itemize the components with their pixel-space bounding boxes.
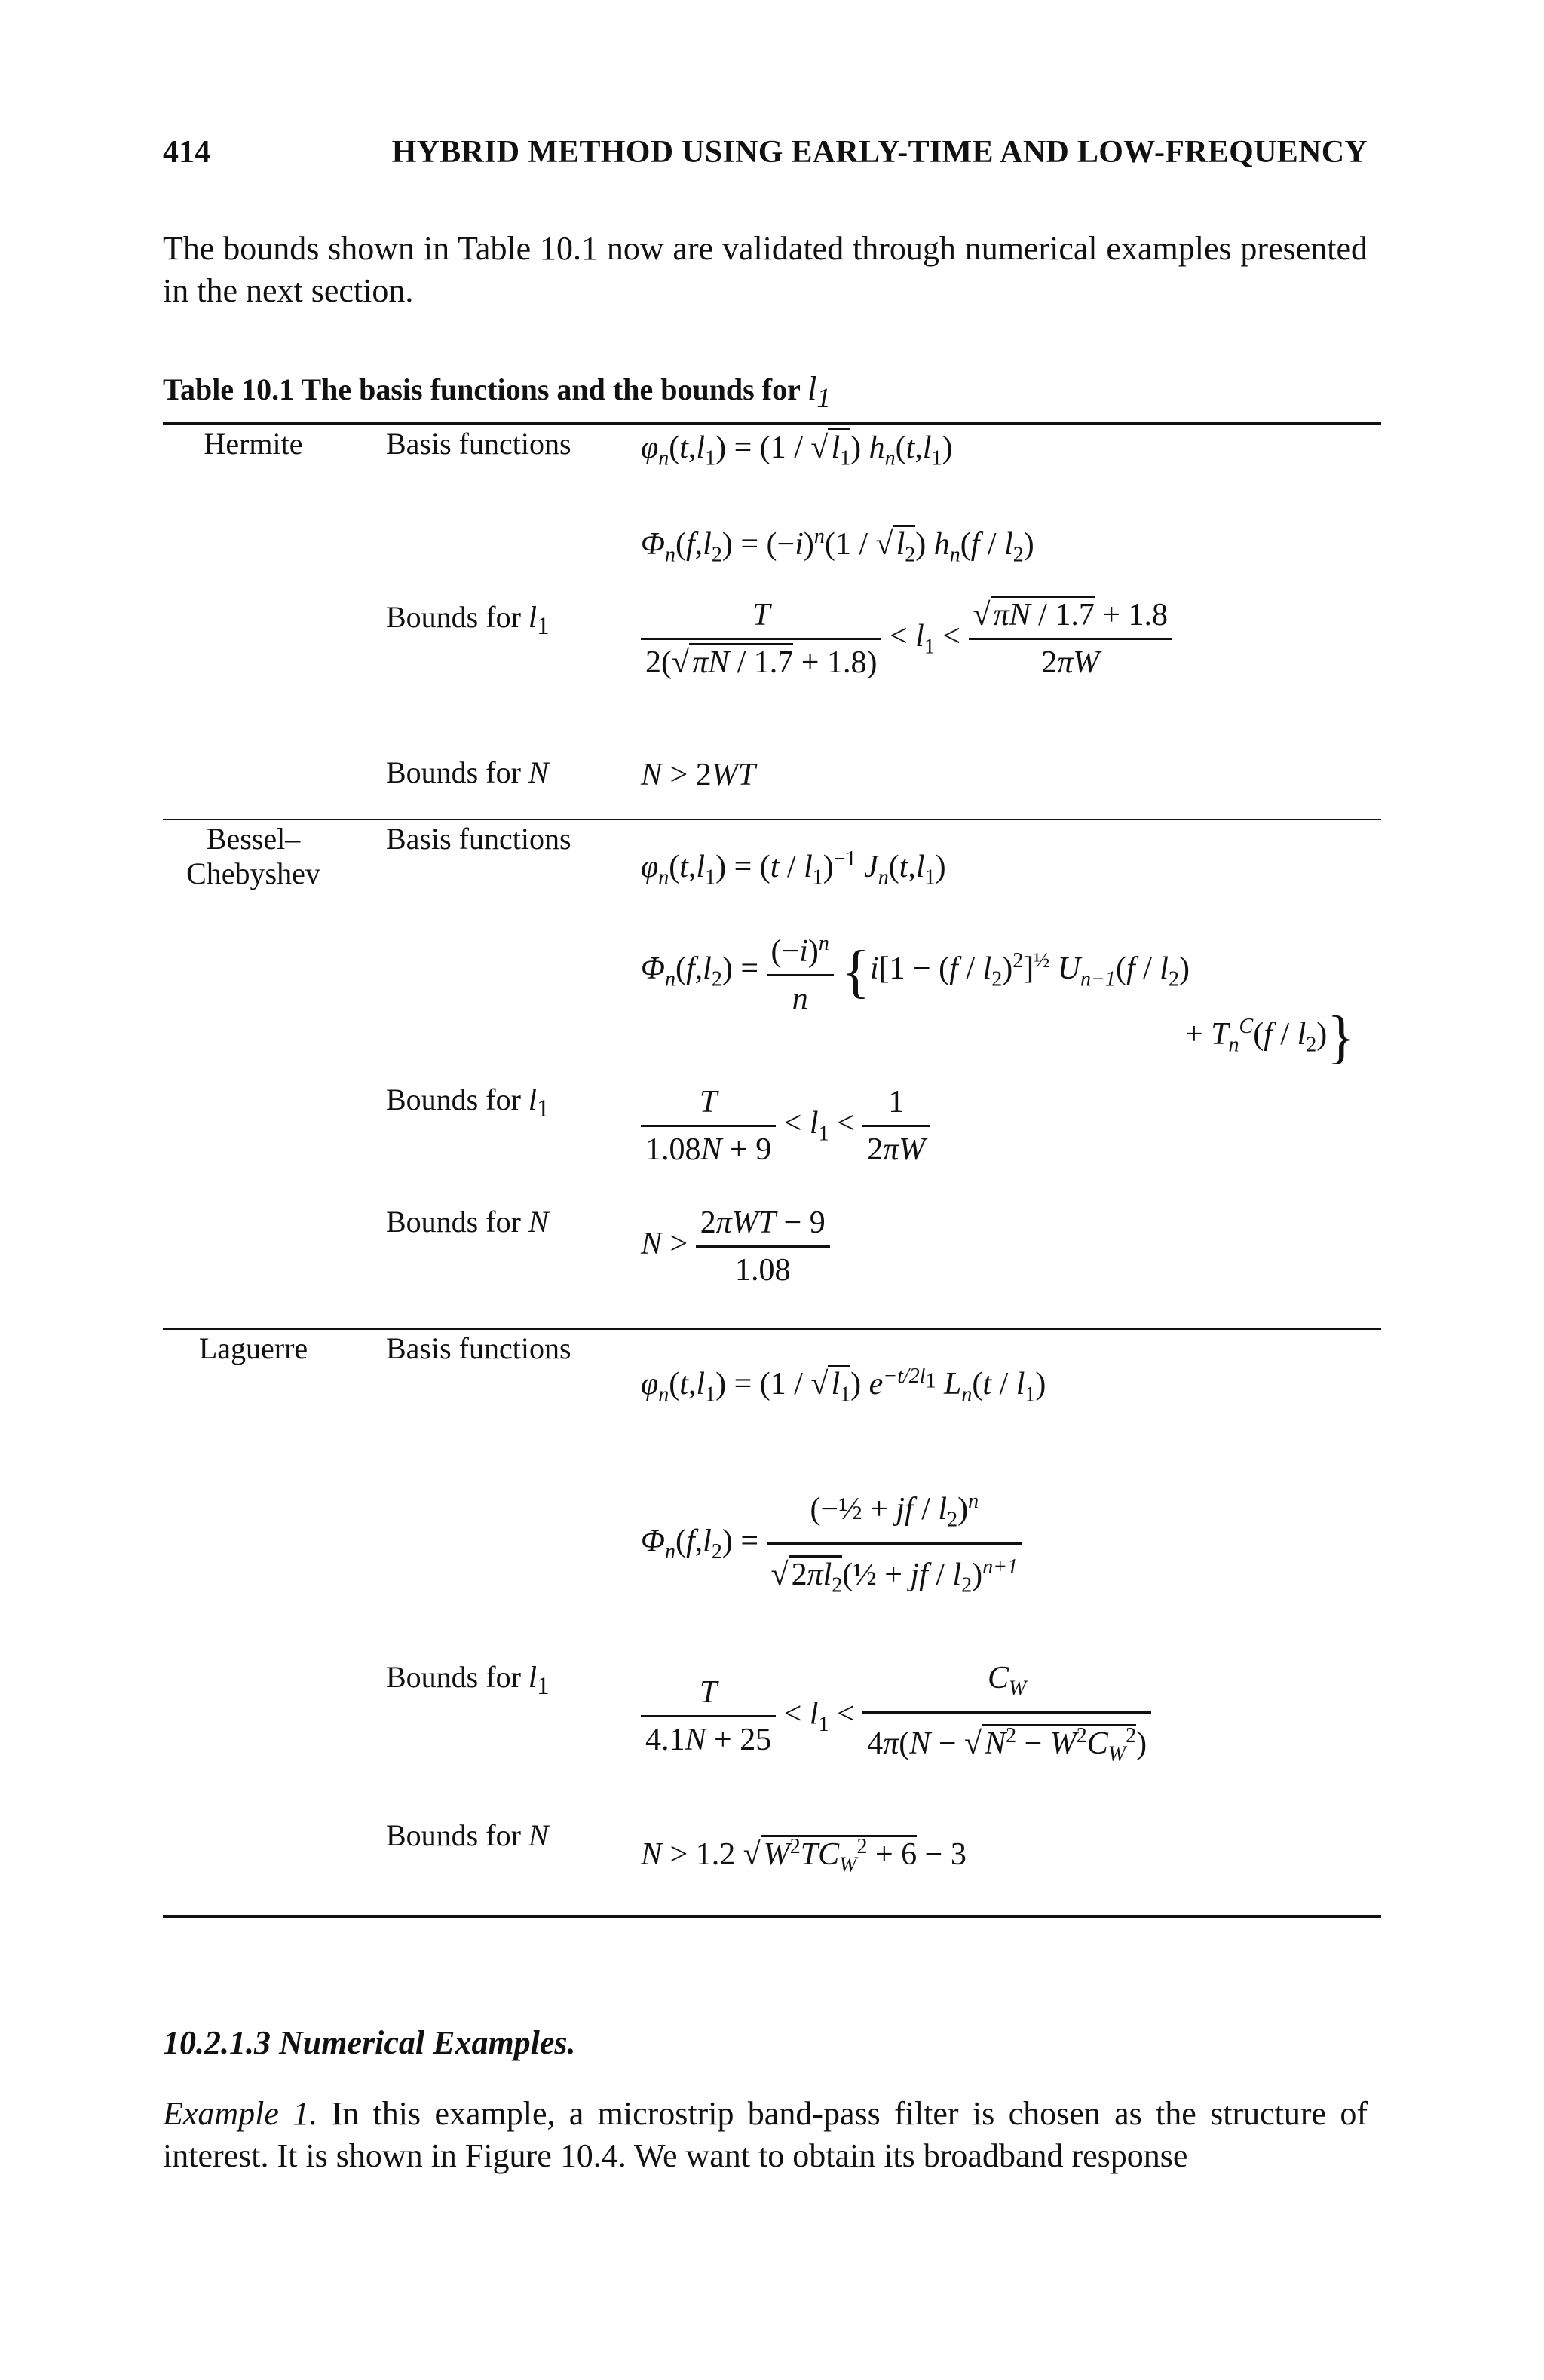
table-caption-text: Table 10.1 The basis functions and the bounds for bbox=[163, 372, 801, 406]
hermite-l1-bounds-formula: $\frac{T}{2(√\pi N / 1.7 + 1.8)}$ < $l_1$ < $\frac{√\pi N / 1.7 + 1.8}{2\pi W}$ bbox=[641, 596, 1172, 682]
family-bessel-chebyshev: Bessel– Chebyshev bbox=[186, 822, 320, 890]
laguerre-n-bounds-formula: N > 1.2 $√W^2TC_W^2 + 6 - 3$ bbox=[641, 1835, 967, 1877]
hermite-bounds-n-label: Bounds for N bbox=[386, 755, 549, 789]
running-head bbox=[163, 134, 1368, 176]
family-laguerre: Laguerre bbox=[198, 1331, 308, 1365]
table-caption bbox=[163, 369, 831, 414]
family-hermite: Hermite bbox=[204, 427, 303, 461]
bessel-phi-formula: $\varphi_n(t,l_1) = (t / l_1)^{-1}$ $J_n(t,l_1)$ bbox=[641, 847, 946, 890]
bessel-Phi-formula: $\Phi_n(f,l_2)$ = $\frac{(-i)^n}{n}$ {$i[1 - (f / l_2)^2]^{\frac{1}{2}}$ $U_{n-1}(f / l_2)$ bbox=[641, 924, 1190, 1018]
page-number: 414 bbox=[163, 135, 210, 170]
hermite-phi-formula: $\varphi_n(t,l_1) = (1 / √l_1)$ $h_n(t,l_1)$ bbox=[641, 428, 953, 478]
section-heading: 10.2.1.3 Numerical Examples. bbox=[163, 2024, 576, 2061]
table-divider-1 bbox=[163, 819, 1381, 820]
bessel-Phi-formula-cont: + $T_n^C(f / l_2)$} bbox=[1185, 1003, 1356, 1070]
chapter-title: HYBRID METHOD USING EARLY-TIME AND LOW-FREQUENCY bbox=[391, 135, 1368, 170]
hermite-Phi-formula: $\Phi_n(f,l_2) = (-i)^n(1 / √l_2)$ $h_n(f / l_2)$ bbox=[641, 525, 1034, 567]
example-lead: Example 1. bbox=[163, 2095, 318, 2132]
laguerre-basis-label: Basis functions bbox=[386, 1331, 571, 1365]
table-divider-2 bbox=[163, 1328, 1381, 1330]
table-bottom-rule bbox=[163, 1915, 1381, 1918]
laguerre-phi-formula: $\varphi_n(t,l_1) = (1 / √l_1)$ $e^{-t/2l_1}$ $L_n(t / l_1)$ bbox=[641, 1365, 1046, 1407]
laguerre-l1-bounds-formula: $\frac{T}{4.1N + 25}$ < $l_1$ < $\frac{C_W}{4\pi(N - √N^2 - W^2C_W^2)}$ bbox=[641, 1659, 1151, 1775]
hermite-bounds-l1-label: Bounds for $l_1$ bbox=[386, 600, 550, 640]
table-caption-var: $l_1$ bbox=[807, 370, 831, 413]
bessel-bounds-n-label: Bounds for N bbox=[386, 1205, 549, 1239]
table-top-rule bbox=[163, 422, 1381, 425]
hermite-n-bounds-formula: N > 2WT bbox=[641, 758, 756, 792]
bessel-n-bounds-formula: N > $\frac{\text{2πWT − 9}}{1.08}$ bbox=[641, 1203, 830, 1290]
laguerre-bounds-l1-label: Bounds for $l_1$ bbox=[386, 1660, 550, 1700]
example-text: In this example, a microstrip band-pass filter is chosen as the structure of interest. It is shown in Figure 10.4. We want to obtain its broadband response bbox=[163, 2095, 1368, 2174]
bessel-l1-bounds-formula: $\frac{T}{1.08N + 9}$ < $l_1$ < $\frac{1}{2\pi W}$ bbox=[641, 1083, 930, 1169]
intro-paragraph: The bounds shown in Table 10.1 now are validated through numerical examples presented in the next section. bbox=[163, 230, 1368, 309]
laguerre-bounds-n-label: Bounds for N bbox=[386, 1818, 549, 1852]
hermite-basis-label: Basis functions bbox=[386, 427, 571, 461]
bessel-basis-label: Basis functions bbox=[386, 822, 571, 856]
laguerre-Phi-formula: $\Phi_n(f,l_2)$ = $\frac{(-\frac{1}{2} + jf / l_2)^n}{√2\pi l_2(\frac{1}{2} + jf / l_2)^{n+1}}$ bbox=[641, 1482, 1022, 1606]
bessel-bounds-l1-label: Bounds for $l_1$ bbox=[386, 1083, 550, 1123]
example-paragraph bbox=[163, 2093, 1368, 2177]
